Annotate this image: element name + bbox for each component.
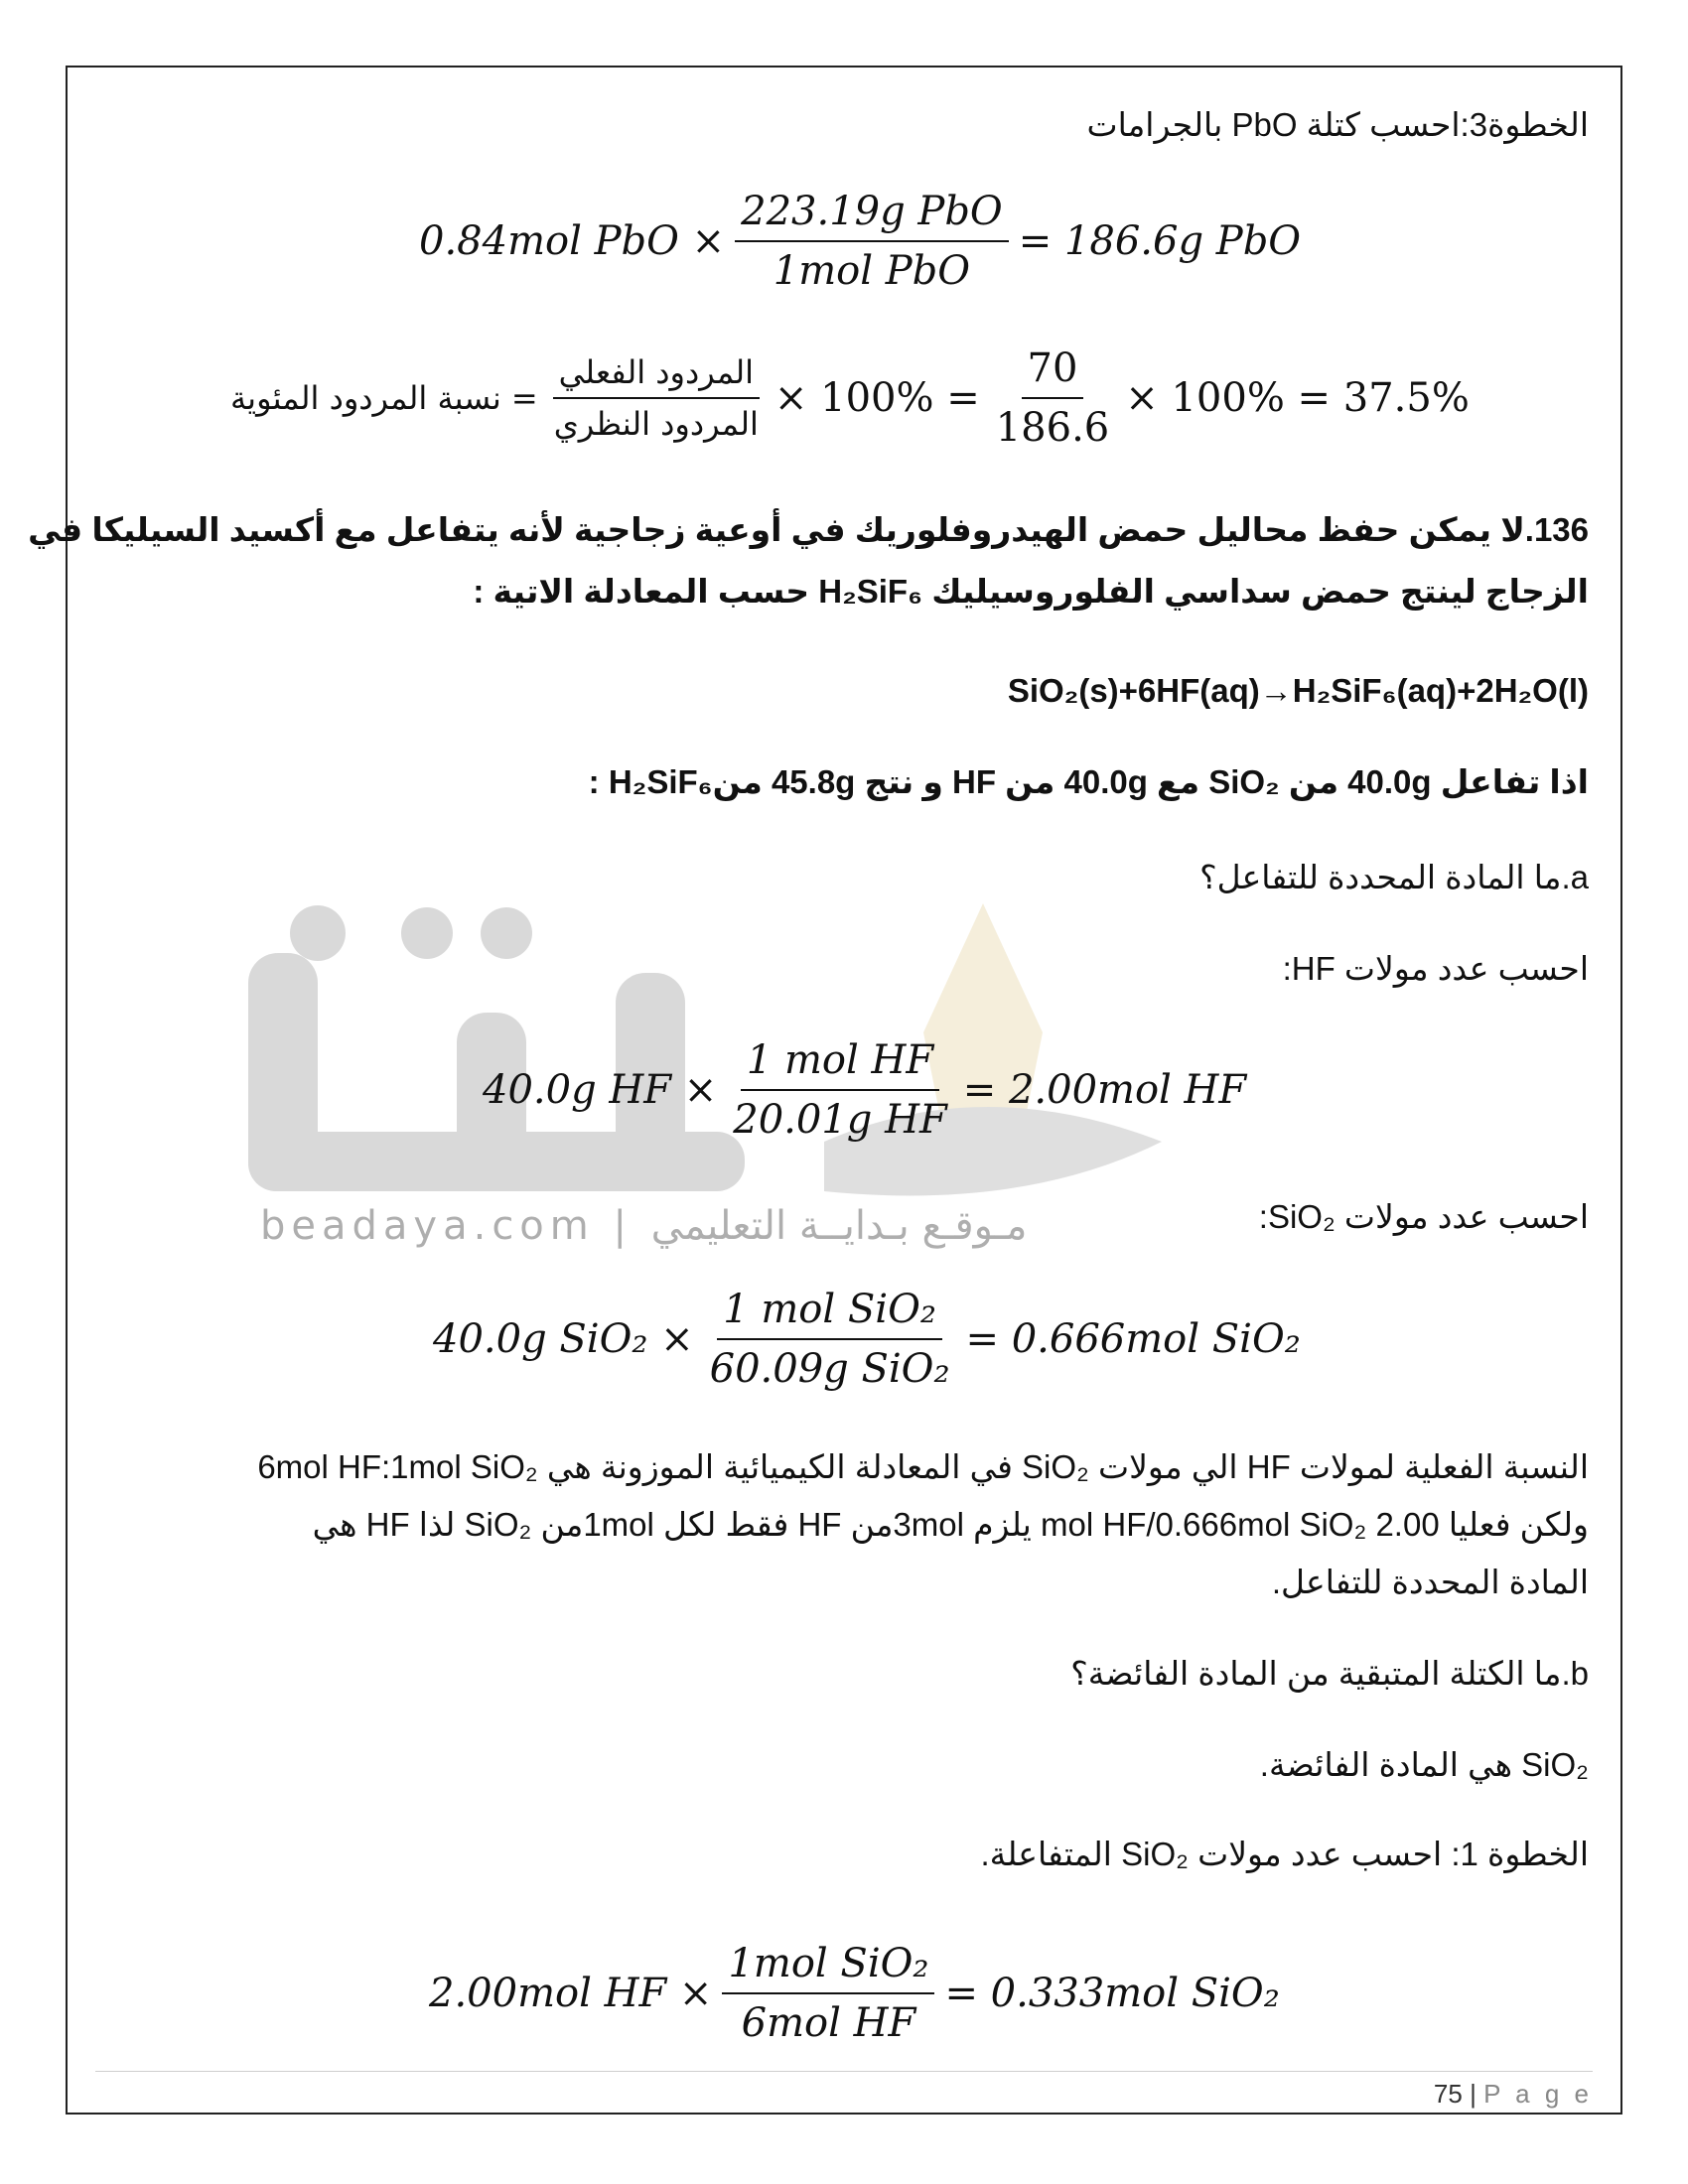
- equation-sio2-reacted: [429, 1941, 1280, 2046]
- eq4-left: 40.0g SiO₂ ×: [433, 1316, 694, 1362]
- eq5-left: 2.00mol HF ×: [429, 1971, 713, 2016]
- eq5-denominator: 6mol HF: [741, 2000, 916, 2046]
- equation-pbo-mass: [419, 189, 1301, 294]
- eq1-numerator: 223.19g PbO: [735, 189, 1009, 242]
- eq1-left: 0.84mol PbO ×: [419, 218, 726, 264]
- eq1-right: = 186.6g PbO: [1018, 218, 1302, 264]
- excess-reactant: SiO₂ هي المادة الفائضة.: [1259, 1746, 1589, 1783]
- eq1-denominator: 1mol PbO: [773, 248, 971, 294]
- eq3-numerator: 1 mol HF: [741, 1037, 939, 1091]
- page-label: P a g e: [1483, 2079, 1593, 2109]
- eq2-denominator: 186.6: [995, 405, 1110, 451]
- eq5-right: = 0.333mol SiO₂: [944, 1971, 1280, 2016]
- eq3-fraction: [727, 1037, 952, 1143]
- step1-heading: الخطوة 1: احسب عدد مولات SiO₂ المتفاعلة.: [980, 1836, 1589, 1872]
- reaction-equation: SiO₂(s)+6HF(aq)→H₂SiF₆(aq)+2H₂O(l): [1007, 672, 1589, 709]
- eq2-numerator-ar: المردود الفعلي: [553, 353, 760, 399]
- question-136-line2: الزجاج لينتج حمض سداسي الفلوروسيليك H₂SiF₆ حسب المعادلة الاتية :: [473, 573, 1589, 610]
- eq2-numerator: 70: [1022, 345, 1084, 399]
- ratio-paragraph-line3: المادة المحددة للتفاعل.: [1271, 1564, 1589, 1600]
- eq4-right: = 0.666mol SiO₂: [965, 1316, 1301, 1362]
- page-number: 75: [1433, 2079, 1463, 2109]
- eq2-right: × 100% = 37.5%: [1125, 375, 1470, 421]
- eq5-numerator: 1mol SiO₂: [722, 1941, 934, 1994]
- part-b-question: b.ما الكتلة المتبقية من المادة الفائضة؟: [1070, 1655, 1589, 1692]
- eq4-denominator: 60.09g SiO₂: [709, 1346, 950, 1392]
- equation-sio2-moles: [433, 1287, 1301, 1392]
- eq4-numerator: 1 mol SiO₂: [717, 1287, 942, 1340]
- question-136-line1: 136.لا يمكن حفظ محاليل حمض الهيدروفلوريك في أوعية زجاجية لأنه يتفاعل مع أكسيد السيليكا في: [28, 511, 1589, 548]
- eq2-label: نسبة المردود المئوية =: [230, 379, 538, 417]
- eq3-denominator: 20.01g HF: [733, 1097, 947, 1143]
- footer-separator: |: [1470, 2079, 1477, 2109]
- eq2-mid: × 100% =: [774, 375, 980, 421]
- footer-divider: [95, 2071, 1593, 2072]
- eq1-fraction: [735, 189, 1009, 294]
- eq5-fraction: [722, 1941, 934, 2046]
- ratio-paragraph-line1: النسبة الفعلية لمولات HF الي مولات SiO₂ في المعادلة الكيميائية الموزونة هي 6mol HF:1mol SiO₂: [257, 1448, 1589, 1485]
- eq4-fraction: [704, 1287, 956, 1392]
- eq2-fraction: [990, 345, 1116, 451]
- eq2-denominator-ar: المردود النظري: [553, 405, 759, 443]
- eq3-right: = 2.00mol HF: [962, 1067, 1247, 1113]
- watermark-text: beadaya.com | مـوقـع بـدايــة التعليمي: [260, 1203, 1028, 1249]
- equation-hf-moles: [483, 1037, 1246, 1143]
- calc-sio2-moles-label: احسب عدد مولات SiO₂:: [1258, 1198, 1589, 1235]
- step3-heading: الخطوة3:احسب كتلة PbO بالجرامات: [1086, 106, 1589, 143]
- eq2-fraction-ar: [548, 353, 765, 443]
- page-footer: [1434, 2079, 1593, 2110]
- given-data: اذا تفاعل 40.0g من SiO₂ مع 40.0g من HF و نتج 45.8g منH₂SiF₆ :: [588, 763, 1589, 800]
- equation-percent-yield: [230, 345, 1470, 451]
- ratio-paragraph-line2: ولكن فعليا 2.00 mol HF/0.666mol SiO₂ يلزم 3molمن HF فقط لكل 1molمن SiO₂ لذا HF هي: [312, 1506, 1589, 1543]
- calc-hf-moles-label: احسب عدد مولات HF:: [1282, 950, 1589, 987]
- eq3-left: 40.0g HF ×: [483, 1067, 718, 1113]
- part-a-question: a.ما المادة المحددة للتفاعل؟: [1199, 859, 1589, 895]
